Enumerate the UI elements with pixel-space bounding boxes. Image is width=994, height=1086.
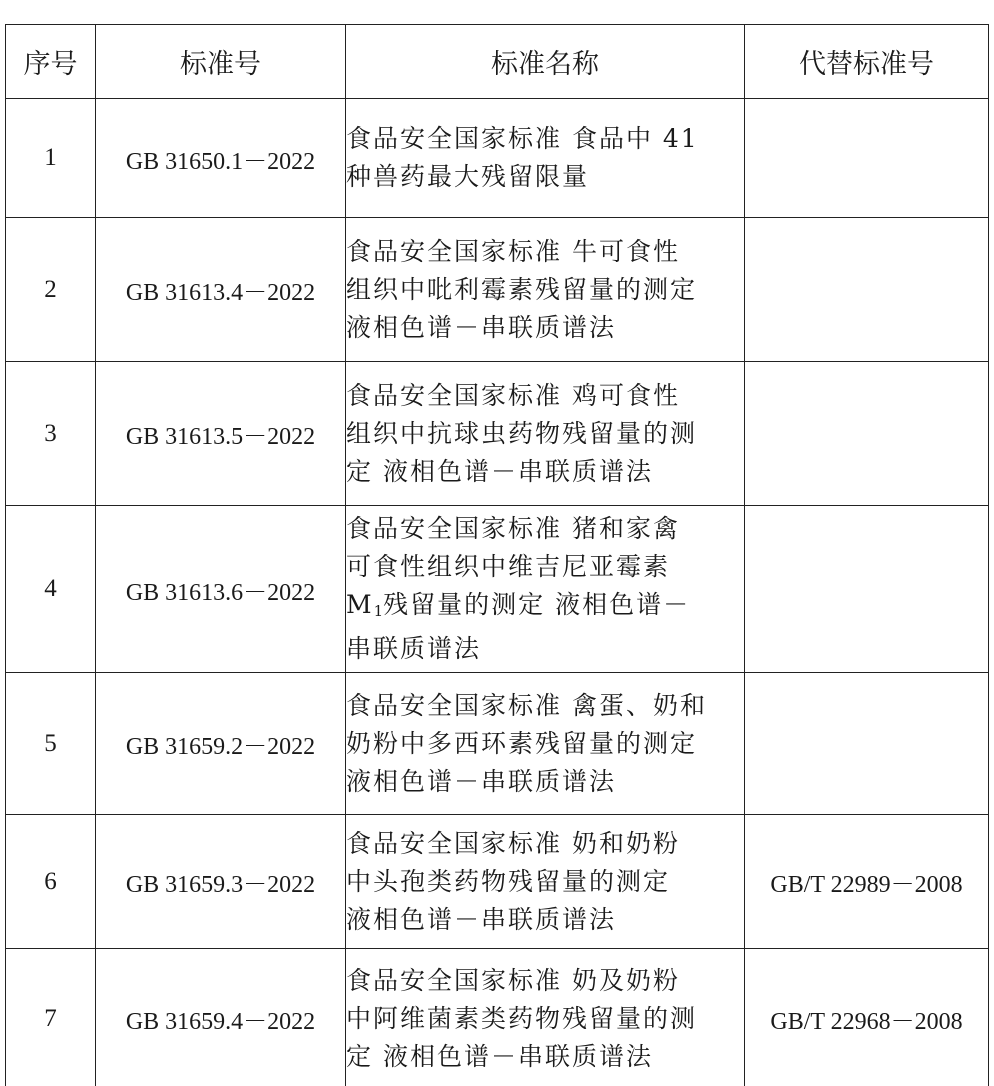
row-standard-code: GB 31613.5－2022 (96, 362, 346, 506)
row-replaced-standard (745, 99, 989, 218)
table-row (6, 506, 989, 673)
table-row (6, 673, 989, 815)
table-row (6, 949, 989, 1086)
row-standard-name (346, 949, 745, 1086)
table-row (6, 99, 989, 218)
name-line: 组织中吡利霉素残留量的测定 (346, 274, 698, 304)
row-seq: 4 (6, 506, 96, 673)
name-line: 奶粉中多西环素残留量的测定 (346, 728, 698, 758)
row-standard-name (346, 99, 745, 218)
name-line: 食品安全国家标准 鸡可食性 (346, 380, 680, 410)
row-seq: 1 (6, 99, 96, 218)
row-standard-name (346, 506, 745, 673)
table-row (6, 218, 989, 362)
row-standard-code: GB 31613.6－2022 (96, 506, 346, 673)
name-line: 中阿维菌素类药物残留量的测 (346, 1003, 698, 1033)
row-standard-name (346, 218, 745, 362)
row-standard-name (346, 362, 745, 506)
name-line: 定 液相色谱－串联质谱法 (346, 456, 653, 486)
name-line: 组织中抗球虫药物残留量的测 (346, 418, 698, 448)
row-seq: 6 (6, 815, 96, 949)
row-seq: 5 (6, 673, 96, 815)
table-row (6, 815, 989, 949)
row-replaced-standard (745, 218, 989, 362)
name-line: 食品安全国家标准 奶和奶粉 (346, 828, 680, 858)
name-line: 定 液相色谱－串联质谱法 (346, 1041, 653, 1071)
header-standard-code: 标准号 (96, 25, 346, 99)
row-standard-code: GB 31659.3－2022 (96, 815, 346, 949)
name-line-rest: 残留量的测定 液相色谱－ (383, 590, 691, 619)
row-standard-code: GB 31650.1－2022 (96, 99, 346, 218)
row-replaced-standard (745, 673, 989, 815)
name-line-subscript: 1 (373, 602, 384, 620)
header-seq: 序号 (6, 25, 96, 99)
header-replaced-standard: 代替标准号 (745, 25, 989, 99)
row-replaced-standard (745, 362, 989, 506)
row-seq: 2 (6, 218, 96, 362)
name-line-symbol: M (346, 590, 374, 619)
name-line: 食品安全国家标准 禽蛋、奶和 (346, 690, 707, 720)
row-standard-name (346, 673, 745, 815)
name-line: 液相色谱－串联质谱法 (346, 312, 617, 342)
row-replaced-standard: GB/T 22989－2008 (745, 815, 989, 949)
row-seq: 3 (6, 362, 96, 506)
table-header-row (6, 25, 989, 99)
name-line: 中头孢类药物残留量的测定 (346, 866, 671, 896)
row-standard-code: GB 31659.4－2022 (96, 949, 346, 1086)
name-line: 液相色谱－串联质谱法 (346, 904, 617, 934)
row-standard-code: GB 31659.2－2022 (96, 673, 346, 815)
standards-table (5, 24, 989, 1086)
row-replaced-standard (745, 506, 989, 673)
name-line: 食品安全国家标准 猪和家禽 (346, 514, 680, 543)
name-line: 种兽药最大残留限量 (346, 162, 590, 191)
name-line: 食品安全国家标准 食品中 41 (346, 124, 699, 153)
row-standard-name (346, 815, 745, 949)
name-line: 液相色谱－串联质谱法 (346, 766, 617, 796)
table-row (6, 362, 989, 506)
row-replaced-standard: GB/T 22968－2008 (745, 949, 989, 1086)
name-line: 可食性组织中维吉尼亚霉素 (346, 552, 671, 581)
header-standard-name: 标准名称 (346, 25, 745, 99)
name-line: 食品安全国家标准 牛可食性 (346, 236, 680, 266)
name-line: 食品安全国家标准 奶及奶粉 (346, 965, 680, 995)
row-seq: 7 (6, 949, 96, 1086)
row-standard-code: GB 31613.4－2022 (96, 218, 346, 362)
name-line (346, 586, 744, 630)
name-line: 串联质谱法 (346, 634, 482, 663)
